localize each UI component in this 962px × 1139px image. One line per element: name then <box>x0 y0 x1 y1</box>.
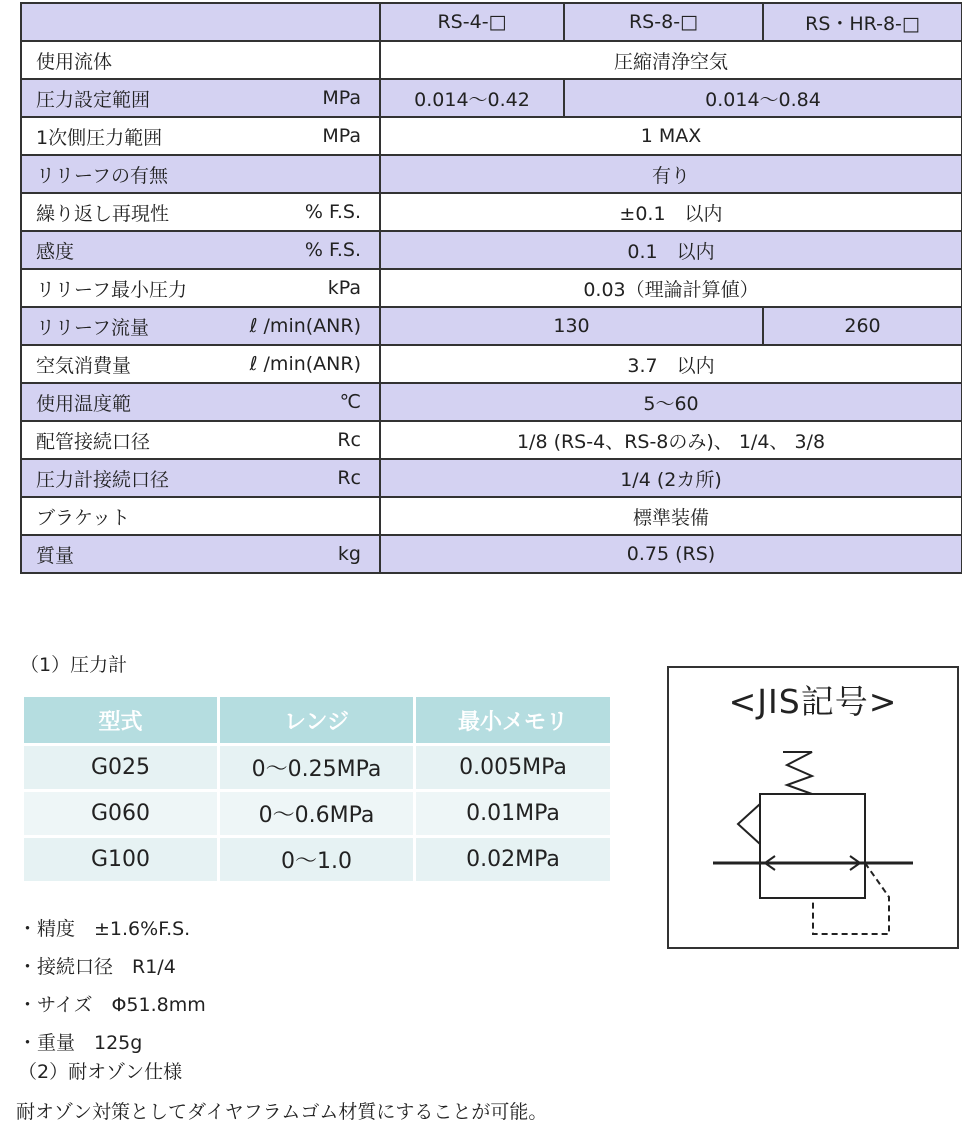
spec-value: 有り <box>380 155 962 193</box>
gauge-header-model: 型式 <box>24 697 220 746</box>
spec-label <box>21 231 380 269</box>
spec-header-rshr8: RS・HR-8-□ <box>763 3 962 41</box>
spec-unit: kPa <box>327 277 361 299</box>
spec-header-row <box>21 3 962 41</box>
gauge-cell-model: G060 <box>24 792 220 838</box>
gauge-table <box>24 697 610 884</box>
spec-row <box>21 535 962 573</box>
spec-header-rs4: RS-4-□ <box>380 3 564 41</box>
spec-label-text: 圧力設定範囲 <box>36 88 151 111</box>
spec-unit: ℓ /min(ANR) <box>249 353 361 375</box>
list-item: ・精度 ±1.6%F.S. <box>18 918 191 940</box>
spec-label <box>21 41 380 79</box>
spec-label-text: 空気消費量 <box>36 354 132 377</box>
list-item: ・接続口径 R1/4 <box>18 956 176 978</box>
section2-note: 耐オゾン対策としてダイヤフラムゴム材質にすることが可能。 <box>16 1101 548 1123</box>
gauge-cell-range: 0～1.0 <box>220 838 416 884</box>
gauge-cell-min-scale: 0.01MPa <box>416 792 610 838</box>
spec-label-text: 圧力計接続口径 <box>36 468 170 491</box>
spec-value-rshr: 260 <box>763 307 962 345</box>
spec-label-text: 1次側圧力範囲 <box>36 126 163 149</box>
spec-value: 1 MAX <box>380 117 962 155</box>
jis-regulator-symbol <box>669 668 957 947</box>
spec-value: ±0.1 以内 <box>380 193 962 231</box>
spec-header-rs8: RS-8-□ <box>564 3 763 41</box>
spec-row <box>21 421 962 459</box>
spec-label <box>21 459 380 497</box>
gauge-cell-range: 0～0.6MPa <box>220 792 416 838</box>
spec-label <box>21 421 380 459</box>
spec-label <box>21 269 380 307</box>
spec-row <box>21 155 962 193</box>
spec-table <box>20 2 962 574</box>
spec-value-rs: 130 <box>380 307 763 345</box>
gauge-spec-list <box>18 910 206 1062</box>
spec-unit: MPa <box>322 87 361 109</box>
gauge-row <box>24 838 610 884</box>
spec-row <box>21 231 962 269</box>
spec-row <box>21 307 962 345</box>
spring-icon <box>783 752 812 794</box>
spec-label <box>21 117 380 155</box>
spec-header-blank <box>21 3 380 41</box>
spec-unit: ℃ <box>339 391 361 413</box>
spec-label-text: リリーフの有無 <box>36 164 169 187</box>
gauge-cell-model: G025 <box>24 746 220 792</box>
spec-row <box>21 79 962 117</box>
gauge-cell-model: G100 <box>24 838 220 884</box>
spec-label-text: 感度 <box>36 240 75 263</box>
spec-unit: % F.S. <box>304 239 361 261</box>
list-item: ・サイズ Φ51.8mm <box>18 994 206 1016</box>
section2-heading: （2）耐オゾン仕様 <box>18 1061 183 1083</box>
spec-value: 0.1 以内 <box>380 231 962 269</box>
gauge-header-min-scale: 最小メモリ <box>416 697 610 746</box>
spec-value: 0.75 (RS) <box>380 535 962 573</box>
spec-value: 0.03（理論計算値） <box>380 269 962 307</box>
spec-row <box>21 497 962 535</box>
spec-unit: Rc <box>337 429 361 451</box>
gauge-header-range: レンジ <box>220 697 416 746</box>
spec-unit: MPa <box>322 125 361 147</box>
regulator-body <box>760 794 865 898</box>
spec-label-text: 使用温度範 <box>36 392 132 415</box>
spec-row <box>21 383 962 421</box>
spec-row <box>21 269 962 307</box>
spec-value: 1/4 (2カ所) <box>380 459 962 497</box>
gauge-cell-min-scale: 0.02MPa <box>416 838 610 884</box>
spec-value: 標準装備 <box>380 497 962 535</box>
spec-row <box>21 193 962 231</box>
spec-value-rs8: 0.014～0.84 <box>564 79 962 117</box>
section1-heading: （1）圧力計 <box>20 654 128 676</box>
spec-row <box>21 117 962 155</box>
spec-value: 3.7 以内 <box>380 345 962 383</box>
spec-label-text: 質量 <box>36 544 75 567</box>
spec-row <box>21 459 962 497</box>
spec-label-text: 繰り返し再現性 <box>36 202 170 225</box>
pilot-triangle <box>738 804 760 844</box>
spec-label <box>21 383 380 421</box>
spec-label <box>21 345 380 383</box>
spec-label <box>21 155 380 193</box>
spec-row <box>21 41 962 79</box>
spec-unit: Rc <box>337 467 361 489</box>
spec-value: 5～60 <box>380 383 962 421</box>
spec-unit: ℓ /min(ANR) <box>249 315 361 337</box>
gauge-row <box>24 792 610 838</box>
spec-label-text: リリーフ流量 <box>36 316 150 339</box>
spec-unit: kg <box>337 543 361 565</box>
spec-label-text: リリーフ最小圧力 <box>36 278 188 301</box>
spec-label <box>21 193 380 231</box>
spec-value: 圧縮清浄空気 <box>380 41 962 79</box>
spec-label <box>21 307 380 345</box>
gauge-row <box>24 746 610 792</box>
jis-symbol-box <box>667 666 959 949</box>
spec-label <box>21 535 380 573</box>
gauge-cell-range: 0～0.25MPa <box>220 746 416 792</box>
spec-label <box>21 79 380 117</box>
jis-title: <JIS記号> <box>728 682 898 721</box>
spec-value-rs4: 0.014～0.42 <box>380 79 564 117</box>
spec-value: 1/8 (RS-4、RS-8のみ)、 1/4、 3/8 <box>380 421 962 459</box>
spec-label-text: 配管接続口径 <box>36 430 151 453</box>
gauge-header-row <box>24 697 610 746</box>
spec-label-text: 使用流体 <box>36 50 113 73</box>
spec-label-text: ブラケット <box>36 506 131 529</box>
spec-row <box>21 345 962 383</box>
spec-label <box>21 497 380 535</box>
gauge-cell-min-scale: 0.005MPa <box>416 746 610 792</box>
spec-unit: % F.S. <box>304 201 361 223</box>
list-item: ・重量 125g <box>18 1032 143 1054</box>
